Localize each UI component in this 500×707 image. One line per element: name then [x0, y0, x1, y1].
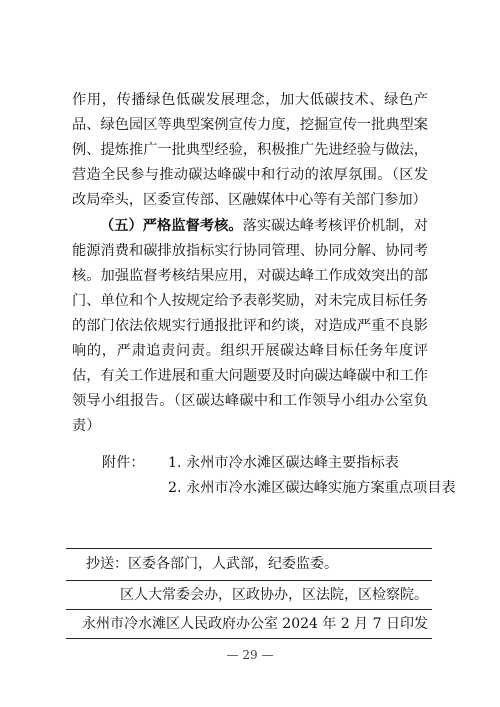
issue-date: 2024 年 2 月 7 日印发 [282, 616, 428, 632]
issuing-office: 永州市冷水滩区人民政府办公室 [82, 616, 278, 632]
divider-middle [66, 580, 432, 581]
responsibility-note-1: （区发改局牵头，区委宣传部、区融媒体中心等有关部门参加） [72, 167, 428, 208]
paragraph-supervision-text: 落实碳达峰考核评价机制，对能源消费和碳排放指标实行协同管理、协同分解、协同考核。加强监督考核结果应用，对碳达峰工作成效突出的部门、单位和个人按规定给予表彰奖励，对未完成目标任务的部门依法依规实行通报批评和约谈，对造成严重不良影响的，严肃追责问责。组织开展碳达峰目标任务年度评估，有关工作进展和重大问题要及时向碳达峰碳中和工作领导小组报告。 [72, 218, 428, 409]
attachments-block [102, 451, 456, 501]
divider-top [66, 548, 432, 549]
paragraph-supervision [72, 214, 428, 439]
cc-line-1: 抄送：区委各部门，人武部，纪委监委。 [86, 556, 338, 572]
divider-bottom [66, 638, 432, 639]
attachments-label: 附件： [102, 455, 145, 471]
page-number: — 29 — [226, 648, 274, 662]
paragraph-publicity-text: 作用，传播绿色低碳发展理念，加大低碳技术、绿色产品、绿色园区等典型案例宣传力度，挖掘宣传一批典型案例、提炼推广一批典型经验，积极推广先进经验与做法，营造全民参与推动碳达峰碳中和行动的浓厚氛围。 [72, 92, 428, 183]
attachment-item-1: 1. 永州市冷水滩区碳达峰主要指标表 [168, 455, 399, 471]
paragraph-publicity [72, 88, 428, 213]
cc-line-2: 区人大常委会办，区政协办，区法院，区检察院。 [120, 587, 428, 603]
issuance-footer [82, 613, 428, 635]
section-heading-supervision: （五）严格监督考核。 [100, 218, 243, 234]
attachment-item-2: 2. 永州市冷水滩区碳达峰实施方案重点项目表 [168, 480, 456, 496]
divider-lower [66, 609, 432, 610]
responsibility-note-2: （区碳达峰碳中和工作领导小组办公室负责） [72, 393, 428, 434]
